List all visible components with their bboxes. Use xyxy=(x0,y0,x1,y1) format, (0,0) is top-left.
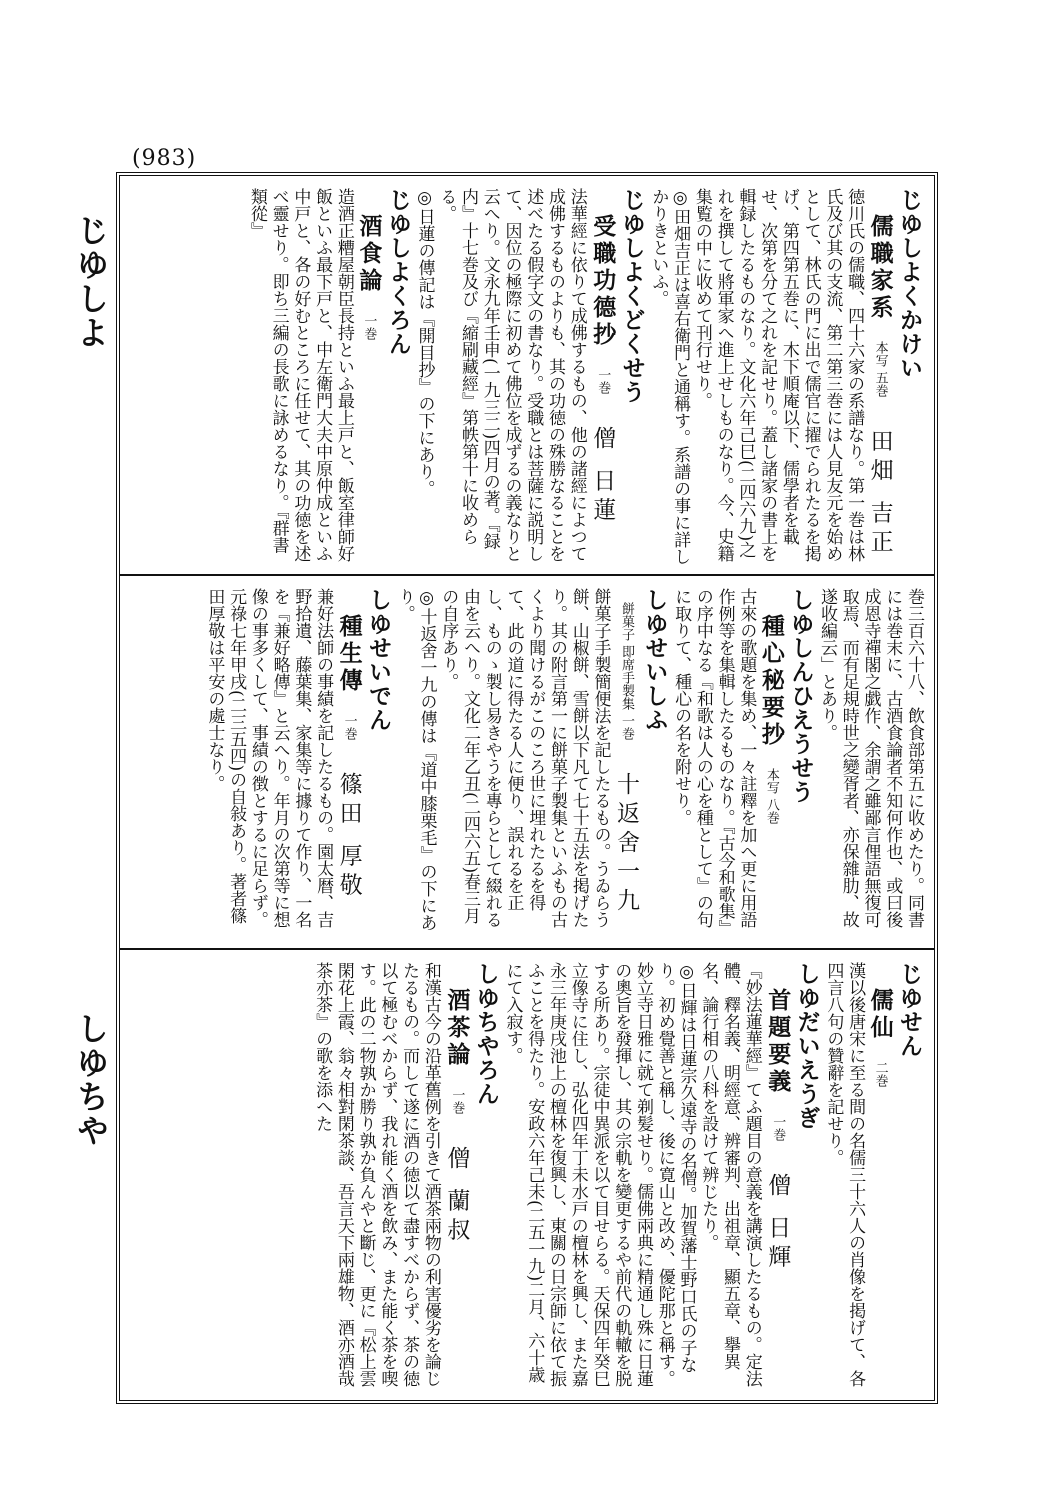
page-number: (983) xyxy=(132,146,197,171)
band-bottom xyxy=(120,948,934,1400)
entry-note: ◎十返舍一九の傳は『道中膝栗毛』の下にあり。 xyxy=(394,588,437,931)
entry-body: 造酒正糟屋朝臣長持といふ最上戸と、飯室律師好飯といふ最下戸と、中左衛門大夫中原仲成といふ中戸と、各の好むところに任せて、其の功徳を述べ靈せり。即ち三編の長歌に詠めるなり。『群書類從』 xyxy=(246,188,354,562)
entry-heading: しゆだいえうぎ xyxy=(793,962,821,1130)
entry-jushokuron xyxy=(245,188,413,566)
entry-title-row xyxy=(762,962,792,1392)
entry-body: 徳川氏の儒職、四十六家の系譜なり。第一巻は林氏及び其の支流、第二第三巻には人見友元を始めとして、林氏の門に出で儒官に擢でられたるを掲げ、第四第五巻に、木下順庵以下、儒學者を載せ、次第を分て之れを記せり。蓋し諸家の書上を輯録したるものなり。文化六年己巳(二四六九)之れを撰して將軍家へ進上せしものなり。今、史籍集覧の中に收めて刊行せり。 xyxy=(691,188,865,562)
running-head-left: しゆちや xyxy=(72,1012,110,1148)
entry-heading: しゆせいしふ xyxy=(641,588,669,732)
entry-volumes: 一巻 xyxy=(770,1115,786,1142)
band-top xyxy=(120,176,934,574)
entry-body: 和漢古今の沿革舊例を引きて酒茶兩物の利害優劣を論じたるもの。而して遂に酒の徳以て盡すべからず、茶の徳以て極むべからず、我れ能く酒を飲み、また能く茶を喫す。此の二物孰か勝り孰か負んやと斷じ、更に『松上雲閑花上霞、翁々相對閑茶談、吾言天下兩雄物、酒亦酒哉茶亦茶』の歌を添へた xyxy=(312,962,441,1387)
entry-jushokukakei xyxy=(647,188,924,566)
entry-shuseishu xyxy=(393,588,669,940)
entry-continuation xyxy=(815,588,924,940)
entry-body: 『妙法蓮華經』てふ題目の意義を講演したるもの。定法體、釋名義、明經意、辨審判、出祖章、顯五章、擧異名、論行相の八科を設けて辨じたり。 xyxy=(698,962,762,1387)
entry-body: 法華經に依りて成佛するもの、他の諸經によつて成佛するものよりも、其の功徳の殊勝なることを述べたる假字文の書なり。受職とは菩薩に説明して、因位の極際に初めて佛位を成ずるの義なりと云へり。文永九年壬申(一九三二)四月の著。『録内』十七巻及び『縮刷藏經』第帙第十に收めらる。 xyxy=(436,188,587,562)
band-middle xyxy=(120,574,934,948)
entry-volumes: 一巻 xyxy=(449,1088,465,1115)
entry-body: 餅菓子手製簡便法を記したるもの。うゐらう餅、山椒餅、雪餅以下凡て七十五法を掲げたり。其の附言第一に餅菓子製集といふもの古くより聞けるがこのころ世に埋れたるを得て、此の道に得たる人に便り、誤れるを正し、ものゝ製し易きやうを專らとして綴れる由を云へり。文化二年乙丑(二四六五)春三月の自序あり。 xyxy=(438,588,611,928)
entry-heading: しゆしんひえうせう xyxy=(787,588,815,804)
entry-note: ◎日蓮の傳記は『開目抄』の下にあり。 xyxy=(414,188,435,497)
entry-body: 古來の歌題を集め、一々註釋を加へ更に用語作例等を集輯したるものなり。『古今和歌集』の序中なる『和歌は人の心を種として』の句に取りて、種心の名を附せり。 xyxy=(671,588,757,937)
entry-title: 儒職家系 xyxy=(866,214,894,322)
entry-title: 首題要義 xyxy=(764,988,792,1096)
entry-volumes: 一巻 xyxy=(361,314,377,341)
entry-shushinhieusho xyxy=(669,588,815,940)
entry-shudaiyougi xyxy=(501,962,822,1392)
running-head-right: じゆしよ xyxy=(72,214,110,350)
entry-author: 篠田 厚敬 xyxy=(335,771,362,902)
entry-title: 酒食論 xyxy=(355,214,383,295)
entry-author: 田畑 吉正 xyxy=(866,428,893,559)
entry-title: 儒仙 xyxy=(866,988,894,1042)
entry-shuseiden xyxy=(203,588,393,940)
entry-volumes: 本写 八巻 xyxy=(763,768,779,825)
entry-note: ◎日輝は日蓮宗久遠寺の名僧。加賀藩士野口氏の子なり。初め覺善と稱し、後に寛山と改め、優陀那と稱す。妙立寺日雅に就て剃髪せり。儒佛兩典に精通し殊に日蓮の奧旨を發揮し、其の宗軌を變更するや前代の軌轍を脱する所あり。宗徒中異派を以て目せらる。天保四年癸巳立像寺に住し、弘化四年丁未水戸の檀林を興し、また嘉永三年庚戌池上の檀林を復興し、東關の日宗師に依て振ふことを得たり。安政六年己未(二五一九)二月、六十歳にて入寂す。 xyxy=(502,962,697,1387)
entry-heading: じゆせん xyxy=(896,962,923,1058)
entry-title-row xyxy=(354,188,383,566)
entry-author: 十返舍一九 xyxy=(612,771,639,917)
entry-volumes: 二巻 xyxy=(872,1061,888,1088)
entry-title: 受職功德抄 xyxy=(589,214,617,349)
entry-title-row xyxy=(333,588,363,940)
band-top-text xyxy=(245,188,924,566)
entry-jusen xyxy=(822,962,924,1392)
entry-title-row xyxy=(587,188,617,566)
entry-volumes: 一巻 xyxy=(595,368,611,395)
entry-volumes: 一巻 xyxy=(341,714,357,741)
entry-heading: じゆしよくかけい xyxy=(896,188,923,380)
entry-heading: じゆしよくろん xyxy=(384,188,412,356)
entry-heading: しゆちやろん xyxy=(472,962,500,1106)
entry-note: ◎田畑吉正は喜右衛門と通稱す。系譜の事に詳しかりきといふ。 xyxy=(648,188,691,565)
entry-title-row xyxy=(864,188,894,566)
entry-title: 種生傳 xyxy=(335,614,363,695)
entry-body: 巻三百六十八、飲食部第五に收めたり。同書には巻末に、古酒食論者不知何作也、或曰後成恩寺禪閣之戯作、余謂之雖鄙言俚語無復可取焉、而有足規時世之變胥者、亦保雜肋、故遂收編云」とあり。 xyxy=(817,588,924,928)
entry-title-row xyxy=(441,962,471,1392)
dictionary-frame xyxy=(116,172,938,1404)
band-bottom-text xyxy=(310,962,924,1392)
entry-title-row xyxy=(756,588,785,940)
entry-jushokudokusho xyxy=(413,188,647,566)
entry-shuchaon xyxy=(310,962,500,1392)
entry-title: 種心秘要抄 xyxy=(757,614,785,749)
entry-author: 僧 日輝 xyxy=(764,1172,791,1274)
entry-volumes: 本写 五巻 xyxy=(872,341,888,398)
entry-author: 僧 日蓮 xyxy=(589,425,616,527)
band-middle-text xyxy=(203,588,924,940)
entry-heading: じゆしよくどくせう xyxy=(618,188,646,404)
entry-title: 酒茶論 xyxy=(443,988,471,1069)
entry-body: 兼好法師の事績を記したるもの。園太暦、吉野拾遺、藤葉集、家集等に據りて作り、一名を『兼好略傳』と云へり。年月の次第等に想像の事多くして、事績の徴とするに足らず。元祿七年甲戌(二三五四)の自敍あり。著者篠田厚敬は平安の處士なり。 xyxy=(204,588,334,928)
entry-title-row xyxy=(865,962,894,1392)
entry-title-row xyxy=(611,588,640,940)
entry-body: 漢以後唐宋に至る間の名儒三十六人の肖像を掲げて、各四言八句の贊辭を記せり。 xyxy=(823,962,866,1387)
entry-heading: しゆせいでん xyxy=(365,588,392,732)
entry-volumes: 餅菓子 即席手製集 一巻 xyxy=(618,602,634,741)
entry-author: 僧 蘭叔 xyxy=(443,1145,470,1247)
